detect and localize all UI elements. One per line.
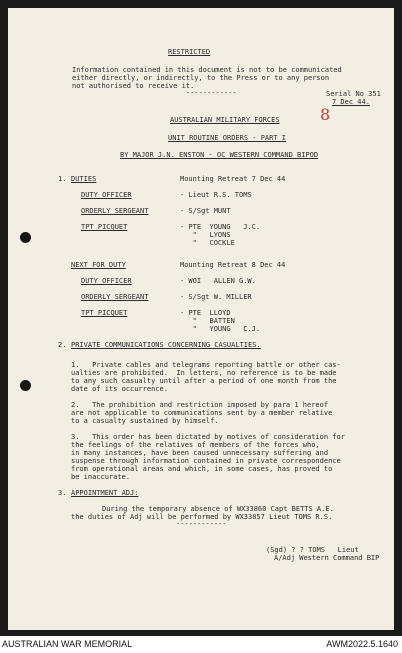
footer-reference: AWM2022.5.1640: [326, 639, 398, 649]
orderly-sergeant-value: - S/Sgt MUNT: [180, 207, 231, 215]
sec1-number: 1.: [58, 175, 67, 183]
para-2-line-1: 2. The prohibition and restriction imposed by para 1 hereof: [71, 401, 329, 409]
notice-rule: ------------: [186, 89, 237, 97]
para-1-line-1: 1. Private cables and telegrams reporting battle or other cas-: [71, 361, 341, 369]
orderly-sergeant-label: ORDERLY SERGEANT: [81, 207, 149, 215]
title-orders: UNIT ROUTINE ORDERS - PART I: [168, 134, 287, 142]
para-3-line-5: from operational areas and which, in some cases, has proved to: [71, 465, 333, 473]
next-tpt-picquet-value-2: " BATTEN: [180, 317, 235, 325]
next-duty-heading: NEXT FOR DUTY: [71, 261, 126, 269]
para-3-line-1: 3. This order has been dictated by motives of consideration for: [71, 433, 345, 441]
next-tpt-picquet-label: TPT PICQUET: [81, 309, 128, 317]
para-3-line-2: the feelings of the relatives of members of the forces who,: [71, 441, 320, 449]
para-1-line-3: to any such casualty until after a period of one month from the: [71, 377, 337, 385]
para-2-line-3: to a casualty sustained by himself.: [71, 417, 219, 425]
para-4-line-1: During the temporary absence of WX33860 Capt BETTS A.E.: [102, 505, 334, 513]
next-orderly-sergeant-value: - S/Sgt W. MILLER: [180, 293, 252, 301]
serial-date: 7 Dec 44.: [332, 98, 370, 106]
duty-officer-label: DUTY OFFICER: [81, 191, 132, 199]
next-duty-officer-label: DUTY OFFICER: [81, 277, 132, 285]
sec2-number: 2.: [58, 341, 67, 349]
punch-hole-bottom: [20, 380, 31, 391]
next-tpt-picquet-value-3: " YOUNG C.J.: [180, 325, 261, 333]
tpt-picquet-label: TPT PICQUET: [81, 223, 128, 231]
pencil-mark: 8: [320, 105, 331, 124]
footer-institution: AUSTRALIAN WAR MEMORIAL: [2, 639, 133, 649]
sec1-mounting: Mounting Retreat 7 Dec 44: [180, 175, 286, 183]
notice-line-2: either directly, or indirectly, to the Press or to any person: [72, 74, 330, 82]
para-3-line-4: suspense through information contained in private correspondence: [71, 457, 341, 465]
duty-officer-value: - Lieut R.S. TOMS: [180, 191, 252, 199]
sec3-heading: APPOINTMENT ADJ:: [71, 489, 139, 497]
tpt-picquet-value-2: " LYONS: [180, 231, 231, 239]
para-3-line-3: in many instances, have been caused unnecessary suffering and: [71, 449, 329, 457]
restricted-heading: RESTRICTED: [168, 48, 211, 56]
title-forces: AUSTRALIAN MILITARY FORCES: [170, 116, 280, 124]
notice-line-1: Information contained in this document is not to be communicated: [72, 66, 342, 74]
title-commander: BY MAJOR J.N. ENSTON - OC WESTERN COMMAND BIPOD: [120, 151, 319, 159]
para-2-line-2: are not applicable to communications sent by a member relative: [71, 409, 333, 417]
para-1-line-2: ualties are prohibited. In letters, no reference is to be made: [71, 369, 337, 377]
notice-line-3: not authorised to receive it.: [72, 82, 195, 90]
sec2-heading: PRIVATE COMMUNICATIONS CONCERNING CASUALTIES.: [71, 341, 261, 349]
serial-number: Serial No 351: [326, 90, 381, 98]
next-duty-officer-value: - WOI ALLEN G.W.: [180, 277, 256, 285]
next-duty-mounting: Mounting Retreat 8 Dec 44: [180, 261, 286, 269]
para-1-line-4: date of its occurrence.: [71, 385, 168, 393]
punch-hole-top: [20, 232, 31, 243]
next-orderly-sergeant-label: ORDERLY SERGEANT: [81, 293, 149, 301]
para-3-line-6: be inaccurate.: [71, 473, 131, 481]
tpt-picquet-value-1: - PTE YOUNG J.C.: [180, 223, 261, 231]
sec3-number: 3.: [58, 489, 67, 497]
signature-line: (Sgd) ? ? TOMS Lieut: [266, 546, 359, 554]
tpt-picquet-value-3: " COCKLE: [180, 239, 235, 247]
archive-footer: [0, 636, 402, 653]
sec1-heading: DUTIES: [71, 175, 97, 183]
para-4-rule: ------------: [176, 520, 227, 528]
signature-title: A/Adj Western Command BIP: [274, 554, 380, 562]
next-tpt-picquet-value-1: - PTE LLOYD: [180, 309, 231, 317]
document-page: [8, 8, 394, 630]
para-4-line-2: the duties of Adj will be performed by WX33857 Lieut TOMS R.S.: [71, 513, 333, 521]
